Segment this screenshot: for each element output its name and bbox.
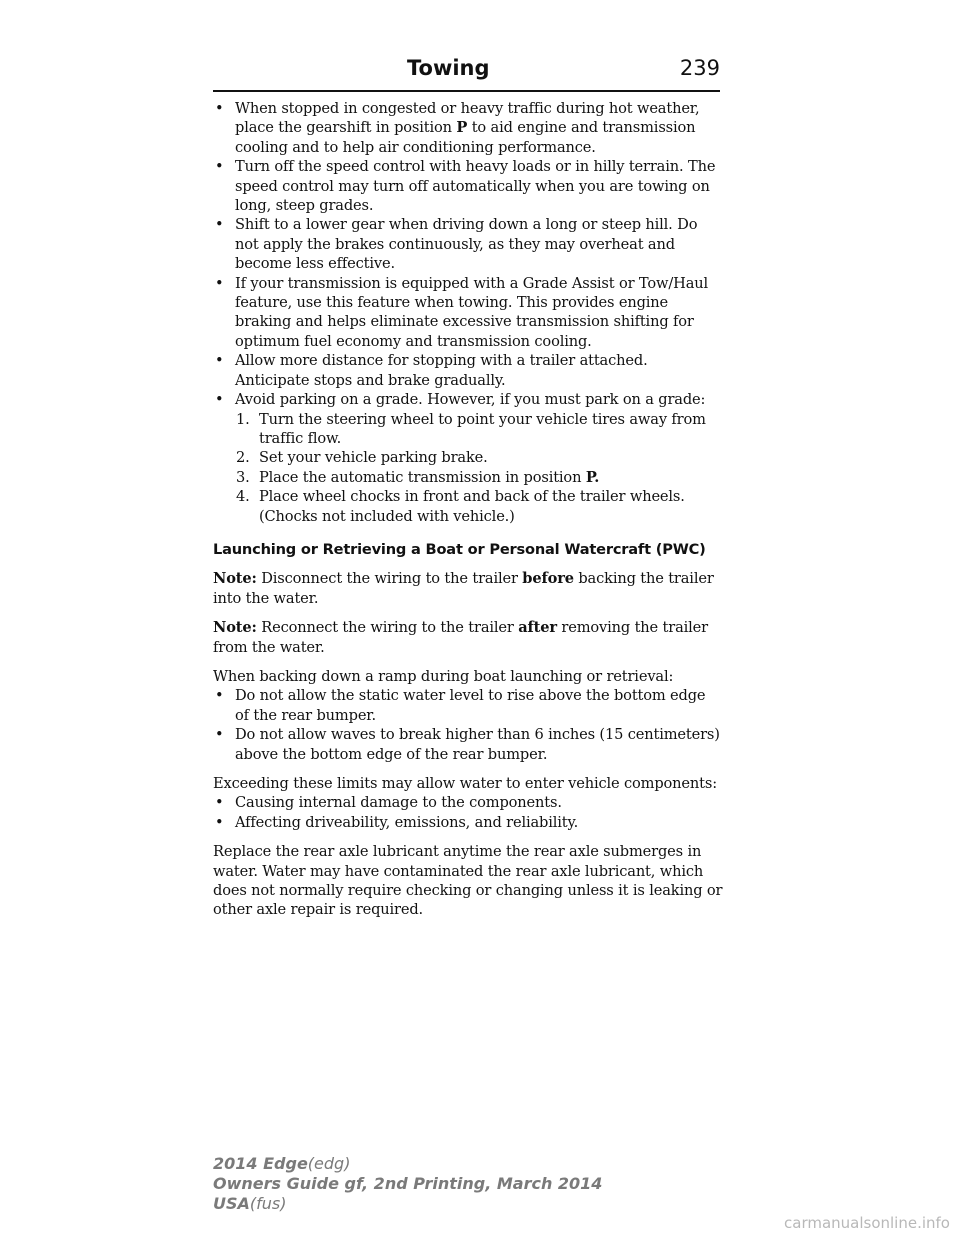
axle-paragraph: Replace the rear axle lubricant anytime the rear axle submerges in water. Water may have contaminated the rear axle lubricant, which does not normally require checking or changing unless it is leaking or other axle repair is required. [213,843,723,919]
step-item: 3. Place the automatic transmission in position P. [236,468,600,486]
list-item: • Allow more distance for stopping with a trailer attached. Anticipate stops and brake gradually. [213,351,723,390]
page-title: Towing [407,56,490,80]
backing-intro: When backing down a ramp during boat launching or retrieval: [213,667,674,685]
list-item: • Turn off the speed control with heavy loads or in hilly terrain. The speed control may turn off automatically when you are towing on long, steep grades. [213,157,723,215]
list-item: • When stopped in congested or heavy traffic during hot weather, place the gearshift in position P to aid engine and transmission cooling and to help air conditioning performance. [213,99,723,157]
footer-line-region: USA(fus) [213,1194,287,1213]
footer-line-guide: Owners Guide gf, 2nd Printing, March 2014 [213,1174,603,1193]
list-item: • Affecting driveability, emissions, and reliability. [213,813,723,832]
list-item: • If your transmission is equipped with a Grade Assist or Tow/Haul feature, use this feature when towing. This provides engine braking and helps eliminate excessive transmission shifting for optimum fuel economy and transmission cooling. [213,274,723,352]
step-item: 2. Set your vehicle parking brake. [236,449,488,467]
exceeding-intro: Exceeding these limits may allow water to enter vehicle components: [213,775,717,792]
header-rule [213,90,720,92]
list-item: • Do not allow the static water level to rise above the bottom edge of the rear bumper. [213,686,723,725]
page-header [213,0,720,92]
towing-tips-list [213,99,723,526]
page-content [213,99,723,920]
step-item: 1. Turn the steering wheel to point your vehicle tires away from traffic flow. [236,410,706,447]
backing-list [213,686,723,764]
parking-steps-list [213,410,723,526]
page-number: 239 [679,56,720,80]
page-footer [213,1154,602,1214]
exceeding-list [213,793,723,832]
step-item: 4. Place wheel chocks in front and back of the trailer wheels. (Chocks not included with vehicle.) [236,488,685,525]
note-reconnect: Note: Reconnect the wiring to the trailer after removing the trailer from the water. [213,619,708,656]
site-watermark: carmanualsonline.info [784,1214,950,1232]
list-item: • Shift to a lower gear when driving down a long or steep hill. Do not apply the brakes continuously, as they may overheat and become less effective. [213,215,723,273]
note-disconnect: Note: Disconnect the wiring to the trailer before backing the trailer into the water. [213,570,714,607]
section-heading: Launching or Retrieving a Boat or Personal Watercraft (PWC) [213,540,706,558]
list-item: • Avoid parking on a grade. However, if you must park on a grade: 1. Turn the steering wheel to point your vehicle tires away from traffic flow. 2. Set your vehicle parking brake. 3. Place the automatic transmission in position P. 4. Place wheel chocks in front and back of the trailer wheels. (Chocks not included with vehicle.) [213,390,723,526]
list-item: • Do not allow waves to break higher than 6 inches (15 centimeters) above the bottom edge of the rear bumper. [213,725,723,764]
footer-line-model: 2014 Edge(edg) [213,1154,351,1173]
list-item: • Causing internal damage to the components. [213,793,723,812]
